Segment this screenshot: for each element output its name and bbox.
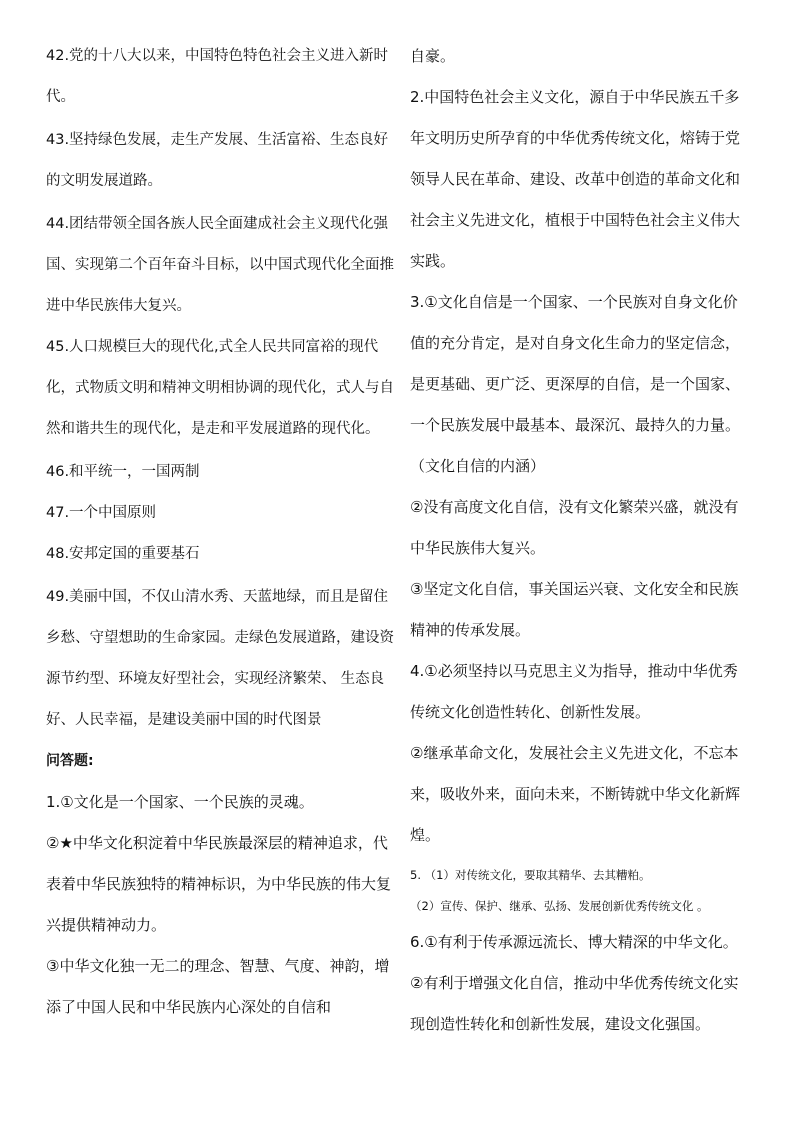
item-44: 44.团结带领全国各族人民全面建成社会主义现代化强国、实现第二个百年奋斗目标，以中国式现代化全面推进中华民族伟大复兴。	[46, 216, 394, 314]
right-column	[410, 36, 752, 1045]
answer-5-1: 5. （1）对传统文化，要取其精华、去其糟粕。	[410, 868, 651, 882]
answer-3-3: ③坚定文化自信，事关国运兴衰、文化安全和民族精神的传承发展。	[410, 580, 739, 639]
item-49: 49.美丽中国，不仅山清水秀、天蓝地绿，而且是留住乡愁、守望想助的生命家园。走绿色发展道路，建设资源节约型、环境友好型社会，实现经济繁荣、 生态良好、人民幸福，是建设美丽中国的时代图景	[46, 589, 394, 728]
item-48: 48.安邦定国的重要基石	[46, 546, 200, 562]
item-43: 43.坚持绿色发展，走生产发展、生活富裕、生态良好的文明发展道路。	[46, 132, 389, 189]
answer-6-1: 6.①有利于传承源远流长、博大精深的中华文化。	[410, 933, 738, 951]
answer-1-1: 1.①文化是一个国家、一个民族的灵魂。	[46, 793, 314, 811]
item-47: 47.一个中国原则	[46, 505, 157, 521]
item-45: 45.人口规模巨大的现代化,式全人民共同富裕的现代化，式物质文明和精神文明相协调的现代化，式人与自然和谐共生的现代化，是走和平发展道路的现代化。	[46, 339, 394, 437]
answer-5-2: （2）宣传、保护、继承、弘扬、发展创新优秀传统文化 。	[410, 899, 709, 913]
answer-3-2: ②没有高度文化自信，没有文化繁荣兴盛，就没有中华民族伟大复兴。	[410, 498, 739, 557]
left-column	[46, 36, 394, 1028]
answer-1-2: ②★中华文化积淀着中华民族最深层的精神追求，代表着中华民族独特的精神标识，为中华民族的伟大复兴提供精神动力。	[46, 834, 392, 934]
answer-6-2: ②有利于增强文化自信，推动中华优秀传统文化实现创造性转化和创新性发展，建设文化强国。	[410, 974, 739, 1033]
section-heading: 问答题:	[46, 753, 94, 769]
answer-4-2: ②继承革命文化，发展社会主义先进文化，不忘本来，吸收外来，面向未来，不断铸就中华文化新辉煌。	[410, 744, 741, 844]
item-42: 42.党的十八大以来，中国特色特色社会主义进入新时代。	[46, 48, 389, 105]
answer-1-3: ③中华文化独一无二的理念、智慧、气度、神韵，增添了中国人民和中华民族内心深处的自信和	[46, 957, 390, 1016]
item-46: 46.和平统一，一国两制	[46, 464, 200, 480]
answer-3-1: 3.①文化自信是一个国家、一个民族对自身文化价值的充分肯定，是对自身文化生命力的坚定信念，是更基础、更广泛、更深厚的自信，是一个国家、一个民族发展中最基本、最深沉、最持久的力量。（文化自信的内涵）	[410, 293, 741, 475]
answer-2: 2.中国特色社会主义文化，源自于中华民族五千多年文明历史所孕育的中华优秀传统文化，熔铸于党领导人民在革命、建设、改革中创造的革命文化和社会主义先进文化，植根于中国特色社会主义伟大实践。	[410, 88, 741, 270]
answer-1-continuation: 自豪。	[410, 47, 456, 65]
answer-4-1: 4.①必须坚持以马克思主义为指导，推动中华优秀传统文化创造性转化、创新性发展。	[410, 662, 738, 721]
